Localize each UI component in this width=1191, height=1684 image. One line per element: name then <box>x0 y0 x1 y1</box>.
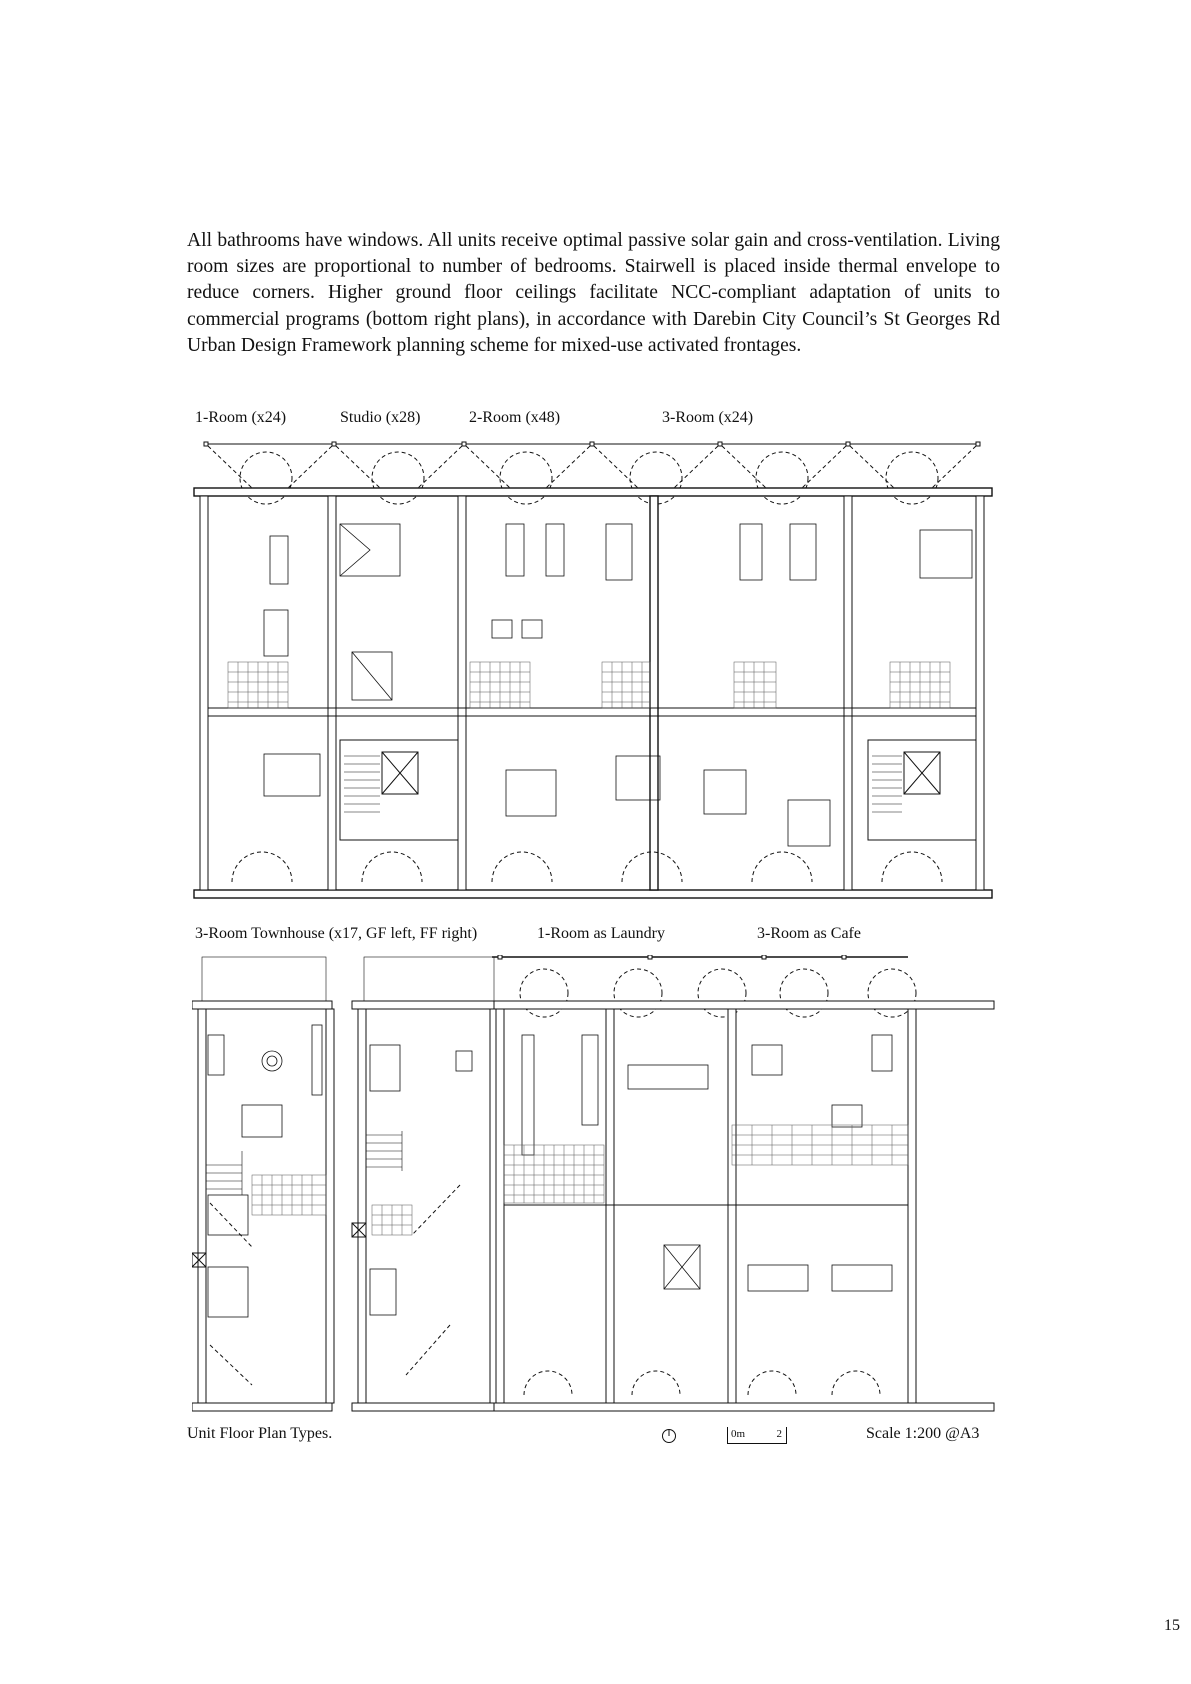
scale-note: Scale 1:200 @A3 <box>866 1425 980 1442</box>
scale-bar-start: 0m <box>731 1428 746 1440</box>
label-laundry: 1-Room as Laundry <box>537 925 665 942</box>
intro-paragraph: All bathrooms have windows. All units receive optimal passive solar gain and cross-ventilation. Living room sizes are proportional to number of bedrooms. Stairwell is placed inside thermal envelope to reduce corners. Higher ground floor ceilings facilitate NCC-compliant adaptation of units to commercial programs (bottom right plans), in accordance with Darebin City Council’s St Georges Rd Urban Design Framework planning scheme for mixed-use activated frontages. <box>187 230 1000 356</box>
scale-bar <box>727 1427 787 1444</box>
label-3-room: 3-Room (x24) <box>662 409 754 426</box>
page-number: 15 <box>1164 1617 1180 1634</box>
label-studio: Studio (x28) <box>340 409 421 426</box>
bottom-floor-plan <box>192 955 996 1415</box>
label-1-room: 1-Room (x24) <box>195 409 287 426</box>
label-cafe: 3-Room as Cafe <box>757 925 861 942</box>
scale-bar-end: 2 <box>776 1428 782 1440</box>
north-arrow-icon <box>661 1428 677 1444</box>
label-2-room: 2-Room (x48) <box>469 409 561 426</box>
label-townhouse: 3-Room Townhouse (x17, GF left, FF right) <box>195 925 478 942</box>
figure-caption: Unit Floor Plan Types. <box>187 1425 333 1442</box>
top-floor-plan <box>192 440 996 902</box>
